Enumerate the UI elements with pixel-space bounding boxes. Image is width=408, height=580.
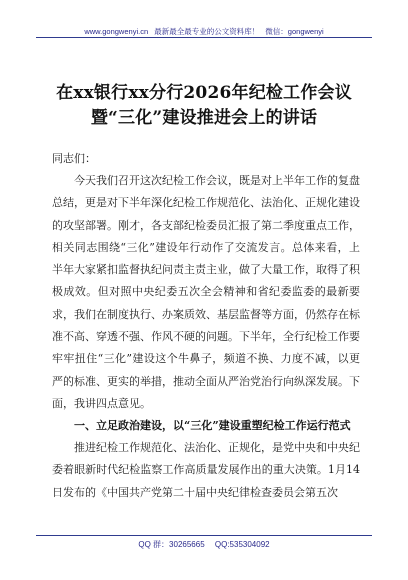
page-header xyxy=(0,0,408,40)
website-link[interactable]: www.gongwenyi.cn xyxy=(84,27,149,36)
salutation: 同志们： xyxy=(52,152,96,165)
paragraph-intro: 今天我们召开这次纪检工作会议，既是对上半年工作的复盘总结，更是对下半年深化纪检工作规范化、法治化、正规化建设的攻坚部署。刚才，各支部纪检委员汇报了第二季度重点工作，相关同志围绕“三化”建设年行动作了交流发言。总体来看，上半年大家紧扣监督执纪问责主责主业，做了大量工作，取得了积极成效。但对照中央纪委五次全会精神和省纪委监委的最新要求，我们在制度执行、办案质效、基层监督等方面，仍然存在标准不高、穿透不强、作风不硬的问题。下半年，全行纪检工作要牢牢扭住“三化”建设这个牛鼻子，频道不换、力度不减，以更严的标准、更实的举措，推动全面从严治党治行向纵深发展。下面，我讲四点意见。 xyxy=(52,174,360,410)
section-heading-1: 一、立足政治建设，以“三化”建设重塑纪检工作运行范式 xyxy=(74,419,351,432)
document-title-line1: 在xx银行xx分行2026年纪检工作会议 xyxy=(56,83,352,103)
footer-qq: QQ:535304092 xyxy=(214,540,270,549)
header-divider xyxy=(36,37,372,38)
footer-qq-group: QQ 群：30265665 xyxy=(138,540,205,549)
header-info xyxy=(0,26,408,37)
footer-divider xyxy=(36,535,372,536)
header-slogan: 最新最全最专业的公文资料库！ xyxy=(154,27,260,36)
footer-contact xyxy=(0,539,408,550)
document-title-line2: 暨“三化”建设推进会上的讲话 xyxy=(90,108,318,128)
page-footer xyxy=(0,532,408,580)
header-wechat: 微信：gongwenyi xyxy=(265,27,324,36)
paragraph-section-1: 推进纪检工作规范化、法治化、正规化，是党中央和中央纪委着眼新时代纪检监察工作高质量发展作出的重大决策。1月14日发布的《中国共产党第二十届中央纪律检查委员会第五次 xyxy=(52,441,360,499)
